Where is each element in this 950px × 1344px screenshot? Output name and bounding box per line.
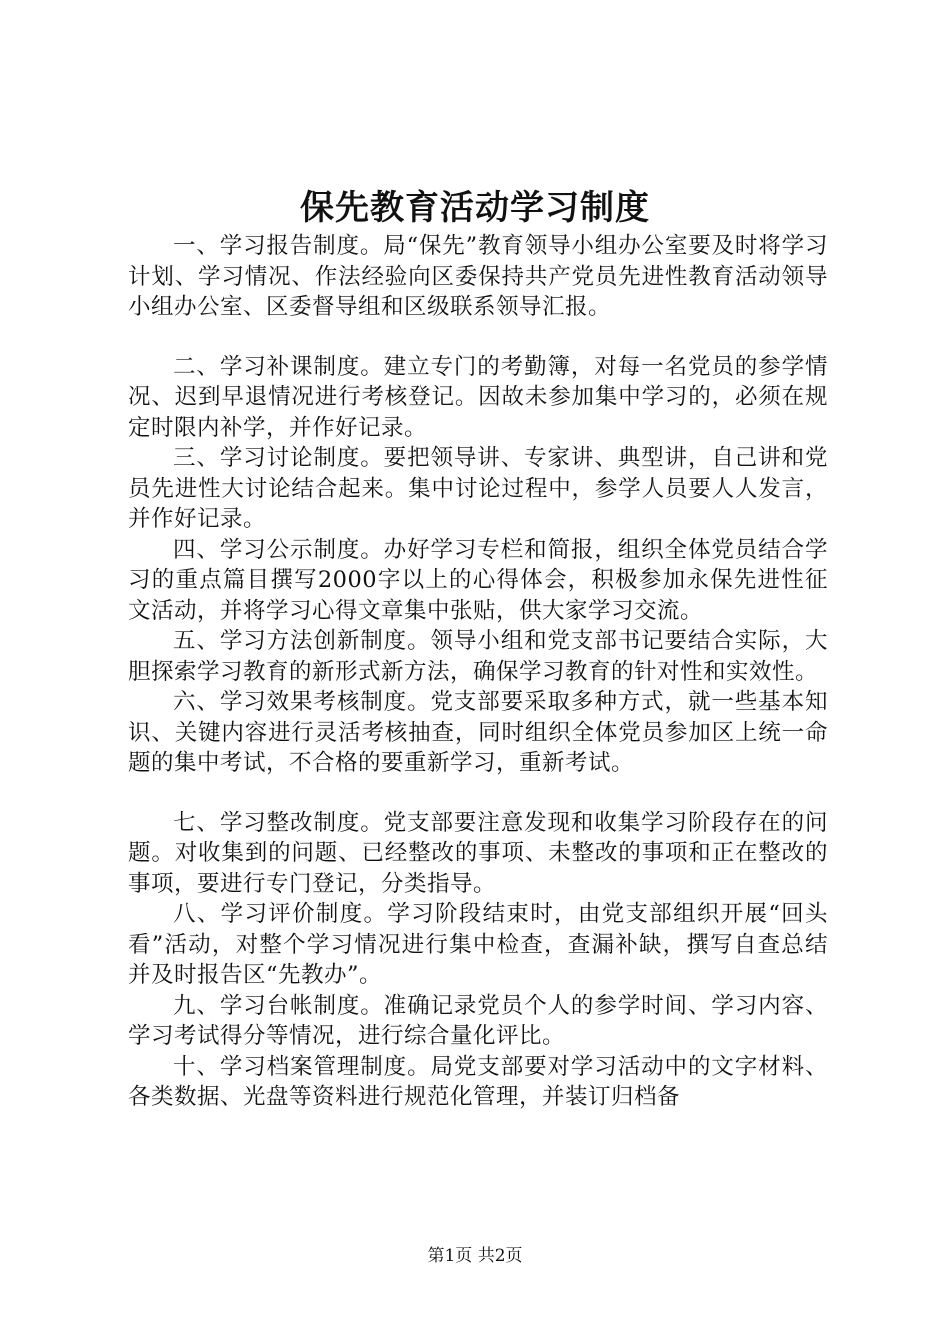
paragraph-7: 七、学习整改制度。党支部要注意发现和收集学习阶段存在的问题。对收集到的问题、已经整改的事项、未整改的事项和正在整改的事项，要进行专门登记，分类指导。 xyxy=(128,809,828,897)
paragraph-10: 十、学习档案管理制度。局党支部要对学习活动中的文字材料、各类数据、光盘等资料进行规范化管理，并装订归档备 xyxy=(128,1053,828,1110)
document-title: 保先教育活动学习制度 xyxy=(300,188,650,228)
document-body xyxy=(128,231,828,1113)
paragraph-8: 八、学习评价制度。学习阶段结束时，由党支部组织开展“回头看”活动，对整个学习情况进行集中检查，查漏补缺，撰写自查总结并及时报告区“先教办”。 xyxy=(128,901,828,988)
paragraph-1: 一、学习报告制度。局“保先”教育领导小组办公室要及时将学习计划、学习情况、作法经验向区委保持共产党员先进性教育活动领导小组办公室、区委督导组和区级联系领导汇报。 xyxy=(128,233,828,320)
page-number-footer: 第1页 共2页 xyxy=(427,1246,523,1266)
paragraph-3: 三、学习讨论制度。要把领导讲、专家讲、典型讲，自己讲和党员先进性大讨论结合起来。集中讨论过程中，参学人员要人人发言，并作好记录。 xyxy=(128,445,828,532)
paragraph-2: 二、学习补课制度。建立专门的考勤簿，对每一名党员的参学情况、迟到早退情况进行考核登记。因故未参加集中学习的，必须在规定时限内补学，并作好记录。 xyxy=(128,353,828,441)
paragraph-4: 四、学习公示制度。办好学习专栏和简报，组织全体党员结合学习的重点篇目撰写2000字以上的心得体会，积极参加永保先进性征文活动，并将学习心得文章集中张贴，供大家学习交流。 xyxy=(128,536,828,624)
paragraph-5: 五、学习方法创新制度。领导小组和党支部书记要结合实际，大胆探索学习教育的新形式新方法，确保学习教育的针对性和实效性。 xyxy=(128,628,828,685)
paragraph-6: 六、学习效果考核制度。党支部要采取多种方式，就一些基本知识、关键内容进行灵活考核抽查，同时组织全体党员参加区上统一命题的集中考试，不合格的要重新学习，重新考试。 xyxy=(128,689,828,776)
paragraph-9: 九、学习台帐制度。准确记录党员个人的参学时间、学习内容、学习考试得分等情况，进行综合量化评比。 xyxy=(128,992,828,1049)
